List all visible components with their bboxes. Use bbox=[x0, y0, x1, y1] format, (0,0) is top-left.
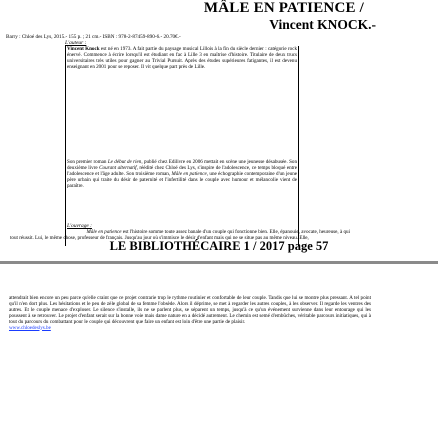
works-text-b: , publié chez Edilivre en 2006 mettait en scène une jeunesse désabusée. Son deuxième livre bbox=[67, 159, 297, 171]
author-section-heading: L'auteur : bbox=[65, 40, 87, 46]
publisher-link[interactable]: www.chloedeslys.be bbox=[9, 324, 51, 331]
continuation-paragraph bbox=[9, 296, 371, 331]
work-title-2: Courant alternatif bbox=[99, 164, 137, 171]
continuation-text: attendrait bien encore un peu parce qu'elle craint que ce projet contrarie trop le rythme routinier et confortable de leur couple. Tandis que lui se montre plus pressant. A tel point qu'il n'en dort plus. Les hésitations et le peu de zèle global de sa femme l'obsède. Alors il déprime, se met à regarder les autres couples, à les observer. Il regarde les ventres des autres. Et le couple menace d'exploser. Le silence s'installe, ils ne se parlent plus, se séparent un temps, jusqu'à ce qu'un événement survienne dans leur entourage qui les poussent à se retrouver. Le projet d'enfant serait sur la bonne voie mais dame nature en a décidé autrement. Le chemin est semé d'embûches, véritable parcours initiatiques, qui à tout du parcours du combattant pour le couple qui découvrent que faire un enfant est loin d'être une partie de plaisir. bbox=[9, 295, 371, 325]
book-section-heading: L'ouvrage : bbox=[67, 223, 92, 229]
book-summary-text: est l'histoire somme toute assez banale d'un couple qui fonctionne bien. Elle, épanouie, avocate, heureuse, à qui tout réussit. Lui, le même chose, professeur de français. Jusqu'au jour où s'immisce le désir d'enfant mais qui ne se situe pas au même niveau. Elle, bbox=[10, 229, 350, 241]
author-bio-paragraph bbox=[67, 47, 297, 71]
book-title-inline: Mâle en patience bbox=[86, 229, 122, 235]
works-text-a: Son premier roman bbox=[67, 159, 108, 165]
work-title-3: Mâle en patience bbox=[171, 170, 207, 177]
page-divider bbox=[0, 261, 438, 264]
works-text-d: , une échographie contemporaine d'un jeune père urbain qui traite du désir de paternité et l'infertilité dans le couple avec humour et mélancolie vient de paraître. bbox=[67, 170, 298, 189]
page-reference: LE BIBLIOTHÉCAIRE 1 / 2017 page 57 bbox=[109, 239, 329, 253]
author-works-paragraph bbox=[67, 160, 297, 190]
book-author: Vincent KNOCK.- bbox=[269, 17, 376, 32]
work-title-1: Le début de rien bbox=[107, 159, 142, 165]
works-text-c: , réédité chez Chloé des Lys, s'inspire de l'adolescence, ce temps bloqué entre l'adolescence et l'âge adulte. Son troisième roman, bbox=[67, 164, 298, 177]
author-section-box bbox=[65, 46, 299, 246]
author-bio-text: est né en 1973. A fait partie du paysage musical Lillois à la fin du siècle dernier : catégorie rock énervé. Commence à écrire lorsqu'il est étudiant en fac à Lille 3 en maîtrise d'histoire. Titulaire de deux trucs universitaires très utiles pour gagner au Trivial Pursuit. Après des études supérieures fatigantes, il est devenu enseignant en 2001 pour se reposer. Il vit quelque part près de Lille. bbox=[67, 46, 297, 70]
author-name: Vincent Knock bbox=[67, 46, 100, 52]
book-title: MÂLE EN PATIENCE / bbox=[203, 0, 364, 16]
bibliographic-reference: Barry : Chloé des Lys, 2015.- 155 p. ; 21 cm.- ISBN : 978-2-87459-890-6.- 20.70€.- bbox=[6, 34, 181, 40]
